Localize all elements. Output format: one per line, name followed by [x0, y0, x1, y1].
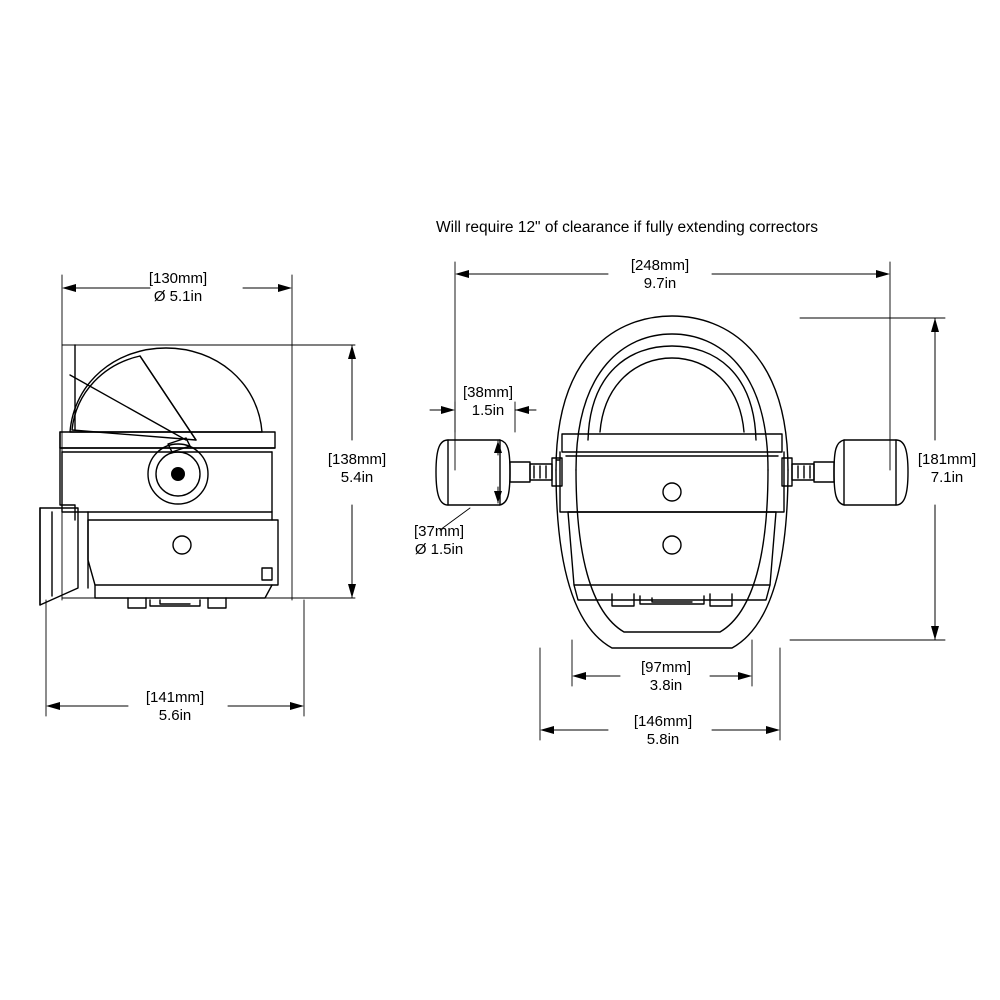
- dimension-base-inner-width-metric: [97mm]: [640, 659, 691, 676]
- dimension-base-outer-width-imperial: 5.8in: [646, 731, 680, 748]
- dimension-front-overall-width: [608, 257, 712, 293]
- dimension-base-outer-width-metric: [146mm]: [633, 713, 693, 730]
- dimension-side-depth-metric: [141mm]: [145, 689, 205, 706]
- dimension-side-width-imperial: Ø 5.1in: [153, 288, 203, 305]
- dimension-base-inner-width: [620, 659, 712, 695]
- dimension-side-height: [312, 451, 402, 487]
- dimension-side-width-metric: [130mm]: [148, 270, 208, 287]
- dimension-base-inner-width-imperial: 3.8in: [649, 677, 683, 694]
- dimension-side-width: [118, 270, 238, 306]
- dimension-front-overall-width-imperial: 9.7in: [643, 275, 677, 292]
- dimension-corrector-diameter: [396, 523, 482, 559]
- dimension-base-outer-width: [614, 713, 712, 749]
- dimension-corrector-length-metric: [38mm]: [462, 384, 513, 401]
- dimension-side-height-metric: [138mm]: [327, 451, 387, 468]
- dimension-corrector-diameter-metric: [37mm]: [413, 523, 464, 540]
- dimension-side-height-imperial: 5.4in: [340, 469, 374, 486]
- clearance-note: Will require 12" of clearance if fully extending correctors: [436, 219, 818, 236]
- dimension-front-height-metric: [181mm]: [917, 451, 977, 468]
- dimension-corrector-length-imperial: 1.5in: [471, 402, 505, 419]
- dimension-front-height-imperial: 7.1in: [930, 469, 964, 486]
- dimension-side-depth: [115, 689, 235, 725]
- dimension-front-height: [903, 451, 991, 487]
- dimension-corrector-diameter-imperial: Ø 1.5in: [414, 541, 464, 558]
- dimension-corrector-length: [450, 384, 526, 420]
- side-view-geometry: [40, 275, 356, 716]
- dimension-front-overall-width-metric: [248mm]: [630, 257, 690, 274]
- dimension-side-depth-imperial: 5.6in: [158, 707, 192, 724]
